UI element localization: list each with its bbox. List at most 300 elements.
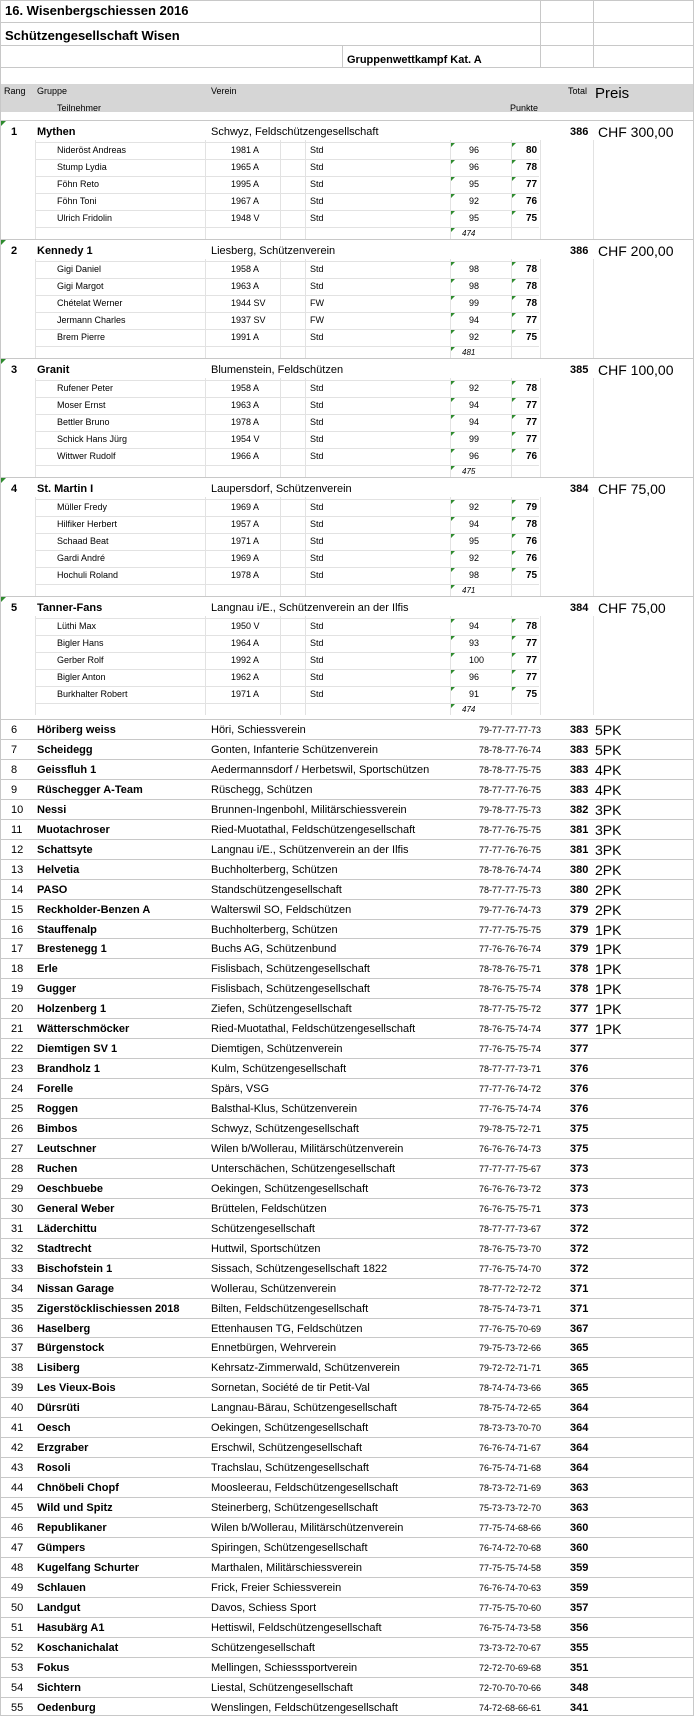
row-name: Erzgraber — [37, 1442, 89, 1454]
row-series: 78-76-75-73-70 — [479, 1244, 542, 1254]
row-total: 363 — [570, 1502, 589, 1514]
grid-line — [0, 1477, 694, 1478]
grid-line — [0, 22, 694, 23]
member-score: 96 — [469, 451, 480, 461]
row-rank: 30 — [11, 1203, 24, 1215]
member-name: Wittwer Rudolf — [57, 451, 116, 461]
member-year: 1967 A — [231, 196, 260, 206]
row-rank: 46 — [11, 1522, 24, 1534]
row-rank: 21 — [11, 1023, 24, 1035]
grid-line — [35, 686, 539, 687]
row-series: 78-78-76-74-74 — [479, 865, 542, 875]
row-club: Rüschegg, Schützen — [211, 784, 313, 796]
row-name: Helvetia — [37, 864, 80, 876]
row-club: Kulm, Schützengesellschaft — [211, 1063, 347, 1075]
grid-line — [205, 140, 206, 239]
grid-line — [0, 1178, 694, 1179]
member-points: 75 — [526, 570, 538, 581]
member-score: 91 — [469, 689, 480, 699]
row-club: Huttwil, Sportschützen — [211, 1243, 321, 1255]
member-name: Müller Fredy — [57, 502, 108, 512]
grid-line — [0, 1337, 694, 1338]
grid-line — [0, 879, 694, 880]
grid-line — [540, 378, 541, 477]
group-prize: CHF 75,00 — [598, 481, 666, 497]
member-score: 94 — [469, 417, 480, 427]
row-rank: 44 — [11, 1482, 24, 1494]
grid-line — [0, 978, 694, 979]
row-club: Höri, Schiessverein — [211, 724, 306, 736]
row-series: 79-78-75-72-71 — [479, 1124, 542, 1134]
row-total: 379 — [570, 904, 589, 916]
row-rank: 9 — [11, 784, 18, 796]
row-rank: 48 — [11, 1562, 24, 1574]
grid-line — [35, 397, 539, 398]
row-series: 78-77-77-75-73 — [479, 885, 542, 895]
member-points: 77 — [526, 638, 538, 649]
grid-line — [35, 652, 539, 653]
row-rank: 14 — [11, 884, 24, 896]
row-name: Ruchen — [37, 1163, 78, 1175]
row-prize: 1PK — [595, 1001, 622, 1017]
group-prize: CHF 75,00 — [598, 600, 666, 616]
row-name: Schattsyte — [37, 844, 93, 856]
group-total: 384 — [570, 483, 589, 495]
member-year: 1981 A — [231, 145, 260, 155]
grid-line — [0, 859, 694, 860]
row-series: 77-76-75-74-74 — [479, 1104, 542, 1114]
row-rank: 25 — [11, 1103, 24, 1115]
row-club: Sornetan, Société de tir Petit-Val — [211, 1382, 370, 1394]
member-year: 1966 A — [231, 451, 260, 461]
row-name: Diemtigen SV 1 — [37, 1043, 118, 1055]
row-total: 377 — [570, 1023, 589, 1035]
row-total: 360 — [570, 1522, 589, 1534]
group-rank: 5 — [11, 602, 18, 614]
row-total: 383 — [570, 724, 589, 736]
member-name: Föhn Toni — [57, 196, 97, 206]
member-type: Std — [310, 332, 324, 342]
group-club: Langnau i/E., Schützenverein an der Ilfis — [211, 602, 409, 614]
grid-line — [593, 0, 594, 67]
member-type: Std — [310, 638, 324, 648]
member-type: Std — [310, 196, 324, 206]
grid-line — [0, 1457, 694, 1458]
member-type: Std — [310, 689, 324, 699]
member-name: Föhn Reto — [57, 179, 100, 189]
member-year: 1995 A — [231, 179, 260, 189]
row-series: 76-75-74-73-58 — [479, 1623, 542, 1633]
grid-line — [593, 259, 594, 358]
member-type: Std — [310, 536, 324, 546]
row-rank: 47 — [11, 1542, 24, 1554]
row-club: Schützengesellschaft — [211, 1223, 315, 1235]
row-total: 341 — [570, 1702, 589, 1714]
header-verein: Verein — [211, 86, 237, 96]
row-rank: 10 — [11, 804, 24, 816]
member-name: Moser Ernst — [57, 400, 106, 410]
grid-line — [593, 140, 594, 239]
row-name: Wätterschmöcker — [37, 1023, 130, 1035]
row-total: 363 — [570, 1482, 589, 1494]
row-total: 378 — [570, 983, 589, 995]
member-type: Std — [310, 621, 324, 631]
member-type: Std — [310, 383, 324, 393]
grid-line — [280, 140, 281, 239]
member-points: 78 — [526, 162, 538, 173]
grid-line — [35, 261, 539, 262]
member-year: 1964 A — [231, 638, 260, 648]
row-club: Wenslingen, Feldschützengesellschaft — [211, 1702, 398, 1714]
member-name: Schick Hans Jürg — [57, 434, 128, 444]
grid-line — [35, 378, 36, 477]
document-subtitle: Schützengesellschaft Wisen — [5, 28, 180, 43]
grid-line — [0, 759, 694, 760]
grid-line — [0, 1158, 694, 1159]
member-type: Std — [310, 672, 324, 682]
header-rang: Rang — [4, 86, 26, 96]
member-points: 77 — [526, 179, 538, 190]
row-name: Rüschegger A-Team — [37, 784, 143, 796]
grid-line — [35, 497, 36, 596]
row-series: 77-76-76-76-74 — [479, 944, 542, 954]
member-points: 80 — [526, 145, 538, 156]
row-rank: 15 — [11, 904, 24, 916]
grid-line — [0, 1198, 694, 1199]
row-series: 77-77-77-75-67 — [479, 1164, 542, 1174]
row-total: 371 — [570, 1283, 589, 1295]
grid-line — [0, 1218, 694, 1219]
group-total: 386 — [570, 126, 589, 138]
row-total: 355 — [570, 1642, 589, 1654]
grid-line — [450, 259, 451, 358]
member-name: Burkhalter Robert — [57, 689, 128, 699]
row-club: Moosleerau, Feldschützengesellschaft — [211, 1482, 399, 1494]
row-total: 348 — [570, 1682, 589, 1694]
member-year: 1965 A — [231, 162, 260, 172]
row-name: Kugelfang Schurter — [37, 1562, 140, 1574]
row-total: 379 — [570, 924, 589, 936]
member-points: 78 — [526, 383, 538, 394]
row-total: 381 — [570, 824, 589, 836]
row-prize: 3PK — [595, 802, 622, 818]
grid-line — [35, 159, 539, 160]
grid-line — [35, 550, 539, 551]
row-name: Wild und Spitz — [37, 1502, 113, 1514]
row-club: Diemtigen, Schützenverein — [211, 1043, 343, 1055]
row-series: 73-73-72-70-67 — [479, 1643, 542, 1653]
grid-line — [280, 616, 281, 715]
row-total: 375 — [570, 1143, 589, 1155]
row-rank: 31 — [11, 1223, 24, 1235]
row-club: Schützengesellschaft — [211, 1642, 315, 1654]
row-series: 78-77-77-73-71 — [479, 1064, 542, 1074]
grid-line — [0, 1617, 694, 1618]
grid-line — [35, 142, 539, 143]
member-points: 78 — [526, 519, 538, 530]
grid-line — [0, 819, 694, 820]
row-name: Oesch — [37, 1422, 71, 1434]
member-year: 1957 A — [231, 519, 260, 529]
grid-line — [0, 1677, 694, 1678]
row-total: 360 — [570, 1542, 589, 1554]
grid-line — [35, 448, 539, 449]
row-rank: 39 — [11, 1382, 24, 1394]
row-prize: 3PK — [595, 842, 622, 858]
member-score: 92 — [469, 502, 480, 512]
row-total: 364 — [570, 1442, 589, 1454]
member-year: 1963 A — [231, 400, 260, 410]
grid-line — [511, 616, 512, 715]
row-series: 76-75-74-71-68 — [479, 1463, 542, 1473]
grid-line — [280, 259, 281, 358]
member-score: 94 — [469, 519, 480, 529]
row-series: 78-77-77-73-67 — [479, 1224, 542, 1234]
member-score: 96 — [469, 162, 480, 172]
grid-line — [0, 1038, 694, 1039]
row-club: Sissach, Schützengesellschaft 1822 — [211, 1263, 388, 1275]
group-total: 386 — [570, 245, 589, 257]
member-score: 92 — [469, 332, 480, 342]
row-series: 79-72-72-71-71 — [479, 1363, 542, 1373]
row-club: Aedermannsdorf / Herbetswil, Sportschützen — [211, 764, 430, 776]
row-prize: 1PK — [595, 961, 622, 977]
group-sum: 474 — [462, 229, 476, 238]
row-total: 379 — [570, 943, 589, 955]
row-rank: 13 — [11, 864, 24, 876]
row-club: Frick, Freier Schiessverein — [211, 1582, 342, 1594]
row-series: 77-76-75-74-70 — [479, 1264, 542, 1274]
row-total: 367 — [570, 1323, 589, 1335]
member-points: 78 — [526, 281, 538, 292]
comment-marker — [1, 359, 6, 364]
row-total: 382 — [570, 804, 589, 816]
grid-line — [0, 958, 694, 959]
row-name: Bürgenstock — [37, 1342, 105, 1354]
row-series: 78-74-74-73-66 — [479, 1383, 542, 1393]
row-club: Steinerberg, Schützengesellschaft — [211, 1502, 378, 1514]
member-name: Bigler Hans — [57, 638, 104, 648]
grid-line — [305, 378, 306, 477]
comment-marker — [1, 478, 6, 483]
row-series: 78-78-77-75-75 — [479, 765, 542, 775]
grid-line — [593, 378, 594, 477]
grid-line — [205, 616, 206, 715]
member-year: 1971 A — [231, 689, 260, 699]
group-rank: 4 — [11, 483, 18, 495]
row-series: 78-77-72-72-72 — [479, 1284, 542, 1294]
member-year: 1948 V — [231, 213, 260, 223]
row-name: Sichtern — [37, 1682, 82, 1694]
row-rank: 53 — [11, 1662, 24, 1674]
row-total: 381 — [570, 844, 589, 856]
row-total: 365 — [570, 1342, 589, 1354]
grid-line — [280, 497, 281, 596]
row-name: Nissan Garage — [37, 1283, 115, 1295]
grid-line — [0, 1357, 694, 1358]
member-score: 99 — [469, 298, 480, 308]
member-score: 98 — [469, 570, 480, 580]
member-type: Std — [310, 281, 324, 291]
row-rank: 19 — [11, 983, 24, 995]
row-rank: 18 — [11, 963, 24, 975]
grid-line — [0, 779, 694, 780]
grid-line — [0, 1517, 694, 1518]
row-series: 76-76-74-71-67 — [479, 1443, 542, 1453]
grid-line — [35, 669, 539, 670]
row-prize: 1PK — [595, 981, 622, 997]
grid-line — [0, 1058, 694, 1059]
row-club: Buchholterberg, Schützen — [211, 864, 338, 876]
member-type: Std — [310, 417, 324, 427]
row-series: 75-73-73-72-70 — [479, 1503, 542, 1513]
member-score: 93 — [469, 638, 480, 648]
grid-line — [0, 239, 694, 240]
member-score: 96 — [469, 672, 480, 682]
row-club: Spärs, VSG — [211, 1083, 270, 1095]
row-club: Oekingen, Schützengesellschaft — [211, 1422, 369, 1434]
member-name: Lüthi Max — [57, 621, 97, 631]
row-rank: 16 — [11, 924, 24, 936]
grid-line — [0, 1098, 694, 1099]
row-prize: 1PK — [595, 1021, 622, 1037]
member-name: Gerber Rolf — [57, 655, 104, 665]
member-points: 78 — [526, 298, 538, 309]
row-rank: 37 — [11, 1342, 24, 1354]
member-year: 1969 A — [231, 553, 260, 563]
row-club: Wilen b/Wollerau, Militärschützenverein — [211, 1522, 404, 1534]
row-name: Republikaner — [37, 1522, 107, 1534]
member-type: Std — [310, 451, 324, 461]
group-name: Mythen — [37, 126, 76, 138]
row-series: 78-76-75-75-74 — [479, 984, 542, 994]
header-teilnehmer: Teilnehmer — [57, 103, 102, 113]
row-name: Haselberg — [37, 1323, 91, 1335]
member-score: 100 — [469, 655, 485, 665]
row-series: 76-76-76-73-72 — [479, 1184, 542, 1194]
row-prize: 1PK — [595, 941, 622, 957]
row-name: PASO — [37, 884, 68, 896]
member-name: Ulrich Fridolin — [57, 213, 113, 223]
row-name: Brandholz 1 — [37, 1063, 100, 1075]
row-club: Trachslau, Schützengesellschaft — [211, 1462, 369, 1474]
row-total: 357 — [570, 1602, 589, 1614]
member-points: 75 — [526, 213, 538, 224]
row-total: 372 — [570, 1243, 589, 1255]
grid-line — [0, 919, 694, 920]
member-points: 78 — [526, 621, 538, 632]
row-rank: 55 — [11, 1702, 24, 1714]
row-rank: 23 — [11, 1063, 24, 1075]
group-rank: 2 — [11, 245, 18, 257]
grid-line — [0, 1577, 694, 1578]
grid-line — [35, 533, 539, 534]
row-rank: 11 — [11, 824, 23, 836]
member-year: 1963 A — [231, 281, 260, 291]
member-name: Stump Lydia — [57, 162, 107, 172]
group-rank: 3 — [11, 364, 18, 376]
row-series: 76-74-72-70-68 — [479, 1543, 542, 1553]
row-total: 364 — [570, 1422, 589, 1434]
grid-line — [35, 516, 539, 517]
row-club: Schwyz, Schützengesellschaft — [211, 1123, 359, 1135]
grid-line — [511, 259, 512, 358]
row-prize: 5PK — [595, 742, 622, 758]
row-series: 78-78-77-76-74 — [479, 745, 542, 755]
member-name: Hochuli Roland — [57, 570, 119, 580]
row-name: Gümpers — [37, 1542, 86, 1554]
row-rank: 32 — [11, 1243, 24, 1255]
row-series: 77-76-75-75-74 — [479, 1044, 542, 1054]
group-name: Kennedy 1 — [37, 245, 93, 257]
row-rank: 7 — [11, 744, 18, 756]
row-total: 364 — [570, 1462, 589, 1474]
row-name: Roggen — [37, 1103, 78, 1115]
grid-line — [593, 616, 594, 715]
grid-line — [0, 1238, 694, 1239]
row-club: Fislisbach, Schützengesellschaft — [211, 963, 370, 975]
group-sum: 474 — [462, 705, 476, 714]
row-name: Fokus — [37, 1662, 70, 1674]
member-name: Bigler Anton — [57, 672, 106, 682]
row-prize: 4PK — [595, 762, 622, 778]
row-club: Davos, Schiess Sport — [211, 1602, 317, 1614]
row-total: 380 — [570, 864, 589, 876]
row-club: Spiringen, Schützengesellschaft — [211, 1542, 368, 1554]
grid-line — [35, 278, 539, 279]
row-rank: 8 — [11, 764, 18, 776]
header-gruppe: Gruppe — [37, 86, 68, 96]
row-series: 77-76-75-70-69 — [479, 1324, 542, 1334]
row-club: Ziefen, Schützengesellschaft — [211, 1003, 352, 1015]
row-total: 373 — [570, 1163, 589, 1175]
grid-line — [342, 45, 343, 67]
row-name: Brestenegg 1 — [37, 943, 107, 955]
grid-line — [35, 584, 539, 585]
group-sum: 475 — [462, 467, 476, 476]
row-name: Oeschbuebe — [37, 1183, 104, 1195]
member-type: Std — [310, 400, 324, 410]
row-total: 375 — [570, 1123, 589, 1135]
row-club: Ettenhausen TG, Feldschützen — [211, 1323, 363, 1335]
grid-line — [450, 616, 451, 715]
grid-line — [0, 1637, 694, 1638]
header-total: Total — [568, 86, 588, 96]
row-series: 78-75-74-72-65 — [479, 1403, 542, 1413]
member-score: 92 — [469, 383, 480, 393]
member-year: 1944 SV — [231, 298, 266, 308]
row-name: Oedenburg — [37, 1702, 96, 1714]
grid-line — [35, 295, 539, 296]
row-series: 76-76-74-70-63 — [479, 1583, 542, 1593]
row-club: Ennetbürgen, Wehrverein — [211, 1342, 337, 1354]
grid-line — [305, 140, 306, 239]
row-series: 78-77-76-75-75 — [479, 825, 542, 835]
grid-line — [0, 1078, 694, 1079]
row-total: 372 — [570, 1263, 589, 1275]
row-total: 365 — [570, 1362, 589, 1374]
member-name: Schaad Beat — [57, 536, 109, 546]
row-club: Brüttelen, Feldschützen — [211, 1203, 327, 1215]
grid-line — [0, 0, 694, 1]
row-club: Erschwil, Schützengesellschaft — [211, 1442, 363, 1454]
member-year: 1958 A — [231, 383, 260, 393]
member-points: 77 — [526, 400, 538, 411]
row-total: 383 — [570, 764, 589, 776]
grid-line — [305, 616, 306, 715]
row-series: 79-77-77-77-73 — [479, 725, 542, 735]
row-club: Liestal, Schützengesellschaft — [211, 1682, 353, 1694]
